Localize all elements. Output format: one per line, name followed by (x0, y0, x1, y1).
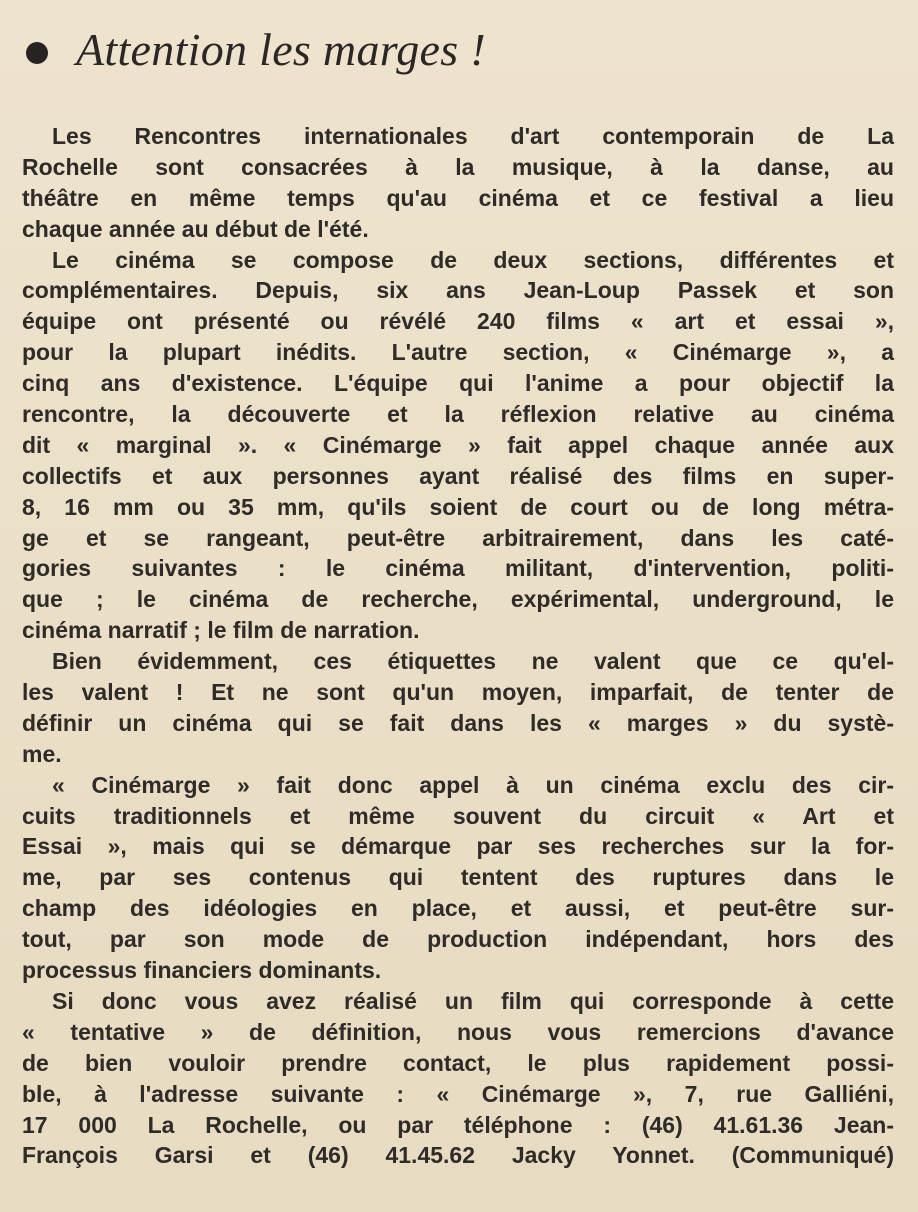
text-line: Si donc vous avez réalisé un film qui corresponde à cette (52, 987, 894, 1014)
text-line: Essai », mais qui se démarque par ses recherches sur la for- (22, 833, 894, 860)
text-line: collectifs et aux personnes ayant réalisé des films en super- (22, 462, 894, 489)
text-line: les valent ! Et ne sont qu'un moyen, imparfait, de tenter de (22, 679, 894, 706)
text-line: Le cinéma se compose de deux sections, différentes et (52, 246, 894, 273)
article-heading (26, 18, 486, 80)
article-title: Attention les marges ! (76, 23, 486, 75)
text-line: champ des idéologies en place, et aussi, et peut-être sur- (22, 895, 894, 922)
text-line: processus financiers dominants. (22, 957, 382, 984)
text-line: me. (22, 740, 62, 767)
text-line: « tentative » de définition, nous vous remercions d'avance (22, 1018, 894, 1045)
text-line: « Cinémarge » fait donc appel à un cinéma exclu des cir- (52, 771, 894, 798)
text-line: tout, par son mode de production indépendant, hors des (22, 926, 894, 953)
text-line: Les Rencontres internationales d'art contemporain de La (52, 123, 894, 149)
article-body (22, 121, 894, 1171)
text-line: 8, 16 mm ou 35 mm, qu'ils soient de court ou de long métra- (22, 493, 894, 520)
text-line: cinq ans d'existence. L'équipe qui l'anime a pour objectif la (22, 370, 894, 397)
text-line: ble, à l'adresse suivante : « Cinémarge », 7, rue Galliéni, (22, 1080, 894, 1107)
text-line: cinéma narratif ; le film de narration. (22, 617, 420, 644)
text-line: Rochelle sont consacrées à la musique, à la danse, au (22, 153, 894, 180)
text-line: cuits traditionnels et même souvent du circuit « Art et (22, 802, 894, 829)
text-line: dit « marginal ». « Cinémarge » fait appel chaque année aux (22, 431, 894, 458)
text-line: de bien vouloir prendre contact, le plus rapidement possi- (22, 1049, 894, 1076)
text-line: 17 000 La Rochelle, ou par téléphone : (46) 41.61.36 Jean- (22, 1111, 894, 1138)
text-line: équipe ont présenté ou révélé 240 films « art et essai », (22, 308, 894, 335)
text-line: définir un cinéma qui se fait dans les « marges » du systè- (22, 709, 894, 736)
text-line: François Garsi et (46) 41.45.62 Jacky Yonnet. (Communiqué) (22, 1142, 894, 1169)
text-line: théâtre en même temps qu'au cinéma et ce festival a lieu (22, 184, 894, 211)
text-line: pour la plupart inédits. L'autre section, « Cinémarge », a (22, 339, 894, 366)
text-line: gories suivantes : le cinéma militant, d'intervention, politi- (22, 555, 894, 582)
text-line: rencontre, la découverte et la réflexion relative au cinéma (22, 401, 894, 428)
text-line: Bien évidemment, ces étiquettes ne valent que ce qu'el- (52, 648, 894, 675)
text-line: que ; le cinéma de recherche, expérimental, underground, le (22, 586, 894, 613)
text-line: me, par ses contenus qui tentent des ruptures dans le (22, 864, 894, 891)
text-line: complémentaires. Depuis, six ans Jean-Loup Passek et son (22, 277, 894, 304)
bullet-icon (26, 42, 48, 64)
text-line: chaque année au début de l'été. (22, 215, 369, 242)
text-line: ge et se rangeant, peut-être arbitrairement, dans les caté- (22, 524, 894, 551)
